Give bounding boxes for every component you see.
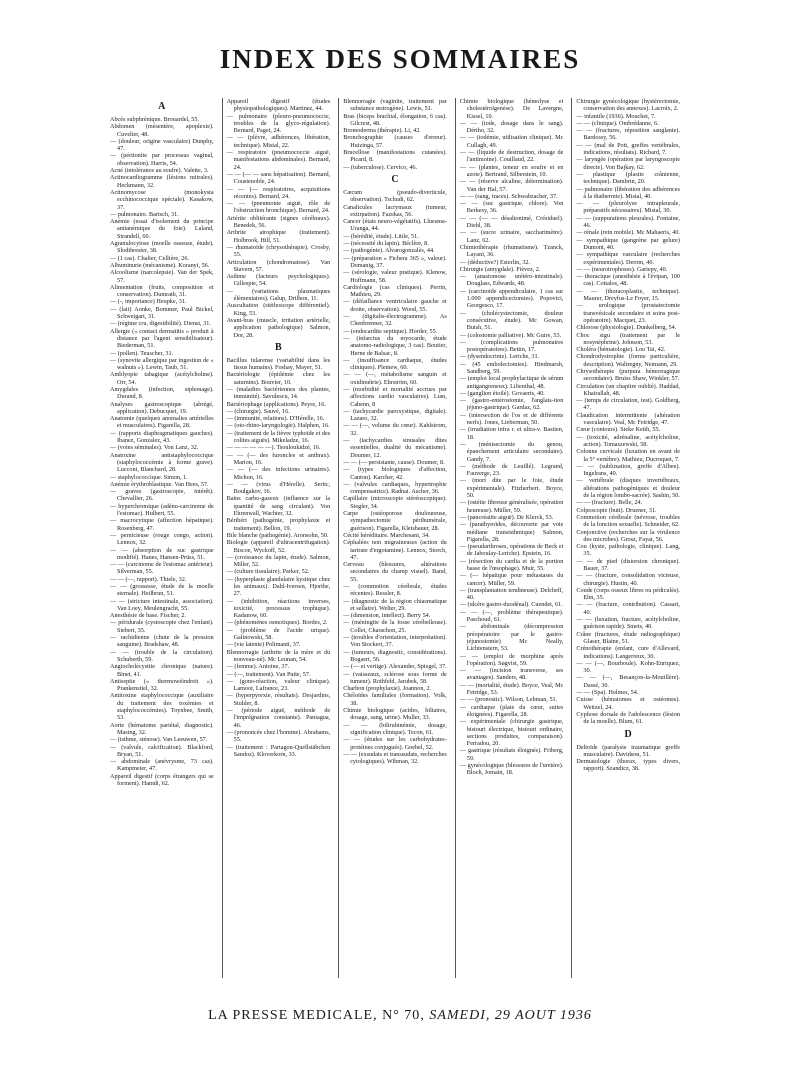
- index-entry: — (anastomose urétéro-intestinale). Douglass, Edwards, 48.: [459, 273, 564, 288]
- index-entry: Claudication intermittente (altération vasculaire). Veal, Mc Fetridge, 47.: [576, 411, 680, 427]
- index-entry: Bras (biceps brachial, élongation, 6 cas). Gilcrest, 48.: [343, 112, 447, 127]
- index-entry: — (déductive?) Esterlin, 32.: [459, 258, 531, 266]
- index-entry: Dermatologie (thorax, types divers, rapport). Szandicz, 38.: [576, 758, 680, 773]
- index-entry: — (voies séminales). Von Lanz, 32.: [110, 444, 199, 452]
- index-entry: Alcoolisme (narcolepsie). Van der Spek, 57.: [110, 269, 214, 284]
- index-entry: Chlorose (physiologie). Dunkelberg, 54.: [576, 324, 677, 332]
- index-entry: Agranulocytose (moelle osseuse, étude). Slodthrester, 38.: [110, 240, 214, 255]
- index-entry: Anémie (essai d'isolement du principe antianémique du foie). Laland, Strandell, 60.: [110, 218, 214, 240]
- index-entry: — hyperchromique (adéno-carcinome de l'estomac). Hulbert, 55.: [110, 502, 214, 518]
- index-entry: — — (sucre urinaire, saccharimètre). Lanz, 62.: [459, 229, 564, 244]
- index-entry: Choc sigu (traitement par le nosynéphrine). Johnson, 53.: [576, 331, 680, 346]
- index-entry: — (emploi local prophylactique de sérum antigangreneux). Lilienthal, 48.: [459, 375, 564, 390]
- index-entry: Bactériologie (épidémie chez les saturnins). Bouvier, 10.: [226, 371, 331, 386]
- index-entry: — (vie latente) Polimanti, 37.: [226, 641, 301, 649]
- index-entry: — (ménisectomie du genou, épanchement articulaire secondaire). Gandy, 7.: [459, 440, 564, 463]
- index-entry: — (traitement : Partagon-Quellstäbchen Sandoz). Kloverkorn, 33.: [226, 743, 331, 758]
- index-entry: — (période aiguë, méthode de l'imprégnation constante). Paniagua, 46.: [226, 707, 331, 729]
- index-entry: Cœur (contours). Sieke Keith, 55.: [576, 426, 661, 434]
- index-entry: — — (Spa). Holmes, 54.: [576, 689, 639, 697]
- index-entry: Crénothérapie (enfant, cure d'Allevard, indications). Langerreux, 30.: [576, 645, 680, 660]
- index-entry: Chéloïdes familiales (formation). Volk, 38.: [343, 692, 447, 707]
- index-entry: — (types biologiques d'affection, Canton). Karcher, 42.: [343, 466, 447, 481]
- index-entry: — (nécessité du lapin). Béclère, 8.: [343, 240, 429, 248]
- index-entry: Chimiothérapie (rhumatisme). Tzanck, Layani, 36.: [459, 243, 564, 259]
- index-entry: — (45 embolectomies). Hindmarsh, Sandberg, 59.: [459, 360, 564, 375]
- index-entry: Cuisse (hématomes et ostéomes). Weitzel, 24.: [576, 696, 680, 711]
- index-entry: — — (stricture intestinale, association). Van Loey, Meulengracht, 55.: [110, 597, 214, 612]
- index-entry: — (colostomie palliative). Mc Guire, 53.: [459, 331, 562, 339]
- index-entry: — — (carcinome de l'estomac antérieur). Silverman, 55.: [110, 561, 214, 576]
- index-entry: Avant-bras (muscle, irritation artérielle, application pathologique) Salmon, Dor, 28.: [226, 316, 331, 339]
- index-entry: — (isthme, sténose). Van Leeuwen, 57.: [110, 736, 208, 744]
- index-columns: [110, 98, 680, 978]
- index-entry: Acné (intolérance au soufre). Valette, 3.: [110, 167, 209, 175]
- index-entry: — — de pied (distorsion chronique). Bauer, 37.: [576, 557, 680, 572]
- index-entry: — — (études sur les carbohydrates-protéines conjugués). Goebel, 52.: [343, 736, 447, 751]
- index-entry: — — (— des furoncles et anthrax). Marion, 16.: [226, 451, 331, 466]
- index-entry: Crâne (fractures, étude radiographique) Glaser, Blaine, 51.: [576, 630, 680, 645]
- index-entry: — urologique (prostatectomie transvésicale secondaire et soins post-opératoire). Macquet, 23.: [576, 302, 680, 324]
- index-entry: — (dysendocrinie). Leriche, 31.: [459, 353, 540, 361]
- index-entry: — (synovite allergique par ingestion de « walnuts »). Lewin, Taub, 51.: [110, 356, 214, 372]
- index-entry: — (maladies bactériennes des plantes, immunité). Savulescu, 14.: [226, 385, 331, 401]
- index-entry: Anémie érythroblastique. Van Hees, 57.: [110, 480, 209, 488]
- index-entry: Charbon (prophylaxie). Joannon, 2.: [343, 685, 432, 693]
- index-entry: — (—, traitement). Van Putte, 57.: [226, 670, 311, 678]
- index-entry: — (ostéite fibreuse généralisée, opération heureuse). Müller, 59.: [459, 499, 564, 514]
- index-entry: Abdomen (mésentère, apoplexie). Cuvelier, 48.: [110, 123, 214, 138]
- index-entry: — pernicieuse (rouge congo, action). Lennox, 32.: [110, 531, 214, 547]
- index-entry: — (péritonite par processus vaginal, observation). Harris, 54.: [110, 152, 214, 167]
- index-entry: Artérite oblitérante (signes cérébraux). Benedek, 56.: [226, 214, 331, 230]
- index-entry: — (— hépatique pour métastases du cancer). Müller, 59.: [459, 572, 564, 587]
- index-entry: Colonne cervicale (luxation en avant de la 5° vertèbre). Mathieu, Ducroquet, 7.: [576, 448, 680, 463]
- index-entry: — — (pneumonie aiguë, rôle de l'obstruction bronchique). Bernard, 24.: [226, 200, 331, 215]
- index-entry: Auscultation (stéthoscope différentiel). King, 53.: [226, 302, 331, 317]
- index-entry: — (hyperplasie glandulaire kystique chez les animaux). Dahl-Iversen, Hjorthe, 27.: [226, 575, 331, 598]
- index-entry: — — (suppurations pleurales). Fontaine, 46.: [576, 214, 680, 230]
- index-entry: — (parathyroïdes, découverte par voie médiane transisthmique) Salmon, Figarella, 28.: [459, 521, 564, 543]
- index-entry: — (intersection de l'os et de différents nerfs). Jones, Lieberman, 50.: [459, 411, 564, 427]
- index-entry: Circulation (un chapitre oublié). Haddad, Khairallah, 48.: [576, 382, 680, 397]
- index-entry: — — (—, rapport). Thiele, 32.: [110, 575, 187, 583]
- index-entry: — — (virus d'Hérelle). Sertic, Boulgakov, 16.: [226, 480, 331, 496]
- index-entry: — (1 cas). Chalier, Cellière, 26.: [110, 254, 189, 262]
- index-entry: — — (subluxation, greffe d'Albee). Ingelrans, 40.: [576, 462, 680, 478]
- index-entry: — gastrique (résultats éloignés). Friberg, 59.: [459, 747, 564, 762]
- index-entry: Allergie (« contact dermatitis » produit à distance par l'agent sensibilisateur). Biederman, 51.: [110, 327, 214, 350]
- index-entry: Chimie biologique (acides, biliaires, dosage, sang, urine). Muller, 33.: [343, 707, 447, 722]
- index-entry: — (tachycardies sinusales dites essentielles, dualité du mécanisme). Doumer, 12.: [343, 437, 447, 459]
- index-entry: — — (thoracoplastie, technique). Maurer, Dreyfus-Le Foyer, 15.: [576, 287, 680, 303]
- index-column-3: [338, 98, 447, 978]
- index-entry: — (valvules cardiaques, hypertrophie compensatrice). Radnai. Ascher, 36.: [343, 480, 447, 496]
- index-entry: — — (clinique). Ombrédanne, 6.: [576, 119, 659, 127]
- index-entry: — (insuffisance cardiaque, études cliniques). Pletnew, 60.: [343, 356, 447, 372]
- index-entry: — — (neurotrophoses). Gariepy, 40.: [576, 265, 668, 273]
- index-entry: — — (fracture). Belle, 24.: [576, 499, 643, 507]
- index-entry: — (diagnostic de la région chiasmatique et sellaire). Welter, 29.: [343, 597, 447, 612]
- index-column-4: [455, 98, 564, 978]
- index-entry: — — (plèvre, adhérences, libération, technique). Mistal, 22.: [226, 134, 331, 149]
- index-entry: — — (—, volume du cœur). Kahlstrom, 32.: [343, 422, 447, 437]
- index-entry: — (tuberculose). Cervico, 46.: [343, 163, 418, 171]
- index-entry: — (-, importance) Heupke, 31.: [110, 298, 187, 306]
- index-entry: — — (pleurolyse intrapleurale, préparatifs nécessaires). Mistal, 30.: [576, 200, 680, 215]
- index-entry: — (phénomènes osmotiques). Bordes, 2.: [226, 619, 328, 627]
- index-entry: Brucellose (manifestations cutanées). Picard, 8.: [343, 149, 447, 164]
- index-entry: Commotion cérébrale (névrose, troubles de la fonction sexuelle). Schneider, 62.: [576, 513, 680, 529]
- index-entry: — (douleur, origine vasculaire) Dunphy, 47.: [110, 137, 214, 153]
- section-letter: B: [275, 341, 282, 353]
- index-entry: — (rapports diaphragmatiques gauches). Ibanez, Gonzalez, 43.: [110, 429, 214, 445]
- index-entry: — péridurale (cystoscopie chez l'enfant). Siebert, 35.: [110, 619, 214, 634]
- index-entry: — gynécologique (blessures de l'uretère). Bloch, Jomain, 18.: [459, 762, 564, 777]
- index-entry: — — (fractures, réposition sanglante). Bardossy, 56.: [576, 127, 680, 142]
- index-entry: — — (— — sans hépatisation). Bernard, Coustenoble, 24.: [226, 170, 331, 186]
- index-entry: Appareil digestif (études physiopathologiques). Martinez, 44.: [226, 98, 331, 113]
- index-entry: — (carcinoïde appendiculaire, 1 cas sur 1.000 appendicectomies). Popovici, Georgesco, 17.: [459, 287, 564, 310]
- index-entry: — (gastro-entérostomie, l'anglais-tion jéjuno-gastrique). Gardaz, 62.: [459, 397, 564, 412]
- index-entry: — staphylococcique. Simon, 1.: [110, 473, 188, 481]
- index-entry: — (troubles d'orientation, interprétation). Von Stockert, 37.: [343, 634, 447, 649]
- index-entry: — (résection du cardia et de la portion basse de l'œsophage). Muir, 55.: [459, 557, 564, 572]
- index-entry: — sympathique (gangrène par gelure) Dumont, 40.: [576, 236, 680, 251]
- index-entry: — (défaillance ventriculaire gauche et droite, observation). Wood, 55.: [343, 298, 447, 313]
- index-entry: — — (suc gastrique, chlore). Von Berkesy, 36.: [459, 200, 564, 215]
- index-entry: Anatoxine antistaphylococcique (staphylococcémie à forme grave). Lucconi, Blanchard, 28.: [110, 451, 214, 474]
- index-entry: Cerveau (blessures, altérations secondaires du champ visuel). Band, 55.: [343, 561, 447, 583]
- index-column-2: [222, 98, 331, 978]
- index-entry: — (transplantation tendineuse). Delcheff, 40.: [459, 586, 564, 602]
- index-entry: Cécité héréditaire. Marchesani, 34.: [343, 531, 430, 539]
- index-entry: Bactériophage (applications). Peyre, 16.: [226, 400, 326, 408]
- index-entry: Céphalées non migraineuses (action du tartrate d'ergotamine). Lennox, Storch, 47.: [343, 539, 447, 561]
- index-entry: — (tachycardie paroxystique, digitale). Lazaro, 32.: [343, 407, 447, 423]
- index-entry: — (lait) Aonke, Bommer, Paul Bickel, Schweigart, 31.: [110, 305, 214, 321]
- index-entry: — laryngée (opération par laryngoscopie directe). Von Bajkay, 62.: [576, 156, 680, 171]
- index-entry: Chirurgie gynécologique (hystérectomie, conservation des annexes). Lacroix, 2.: [576, 98, 680, 113]
- section-letter: C: [391, 173, 399, 185]
- index-entry: — — (bilirubinémie, dosage, signification clinique). Tecon, 61.: [343, 721, 447, 736]
- index-entry: — cardiaque (plaie du cœur, suites éloignées). Figarella, 28.: [459, 703, 564, 718]
- index-entry: Articulation (chondromatose). Van Stavern, 57.: [226, 258, 331, 273]
- index-entry: — (— et vertige). Alexander, Spiegel, 37.: [343, 663, 447, 671]
- index-entry: — (endocardite septique). Horder, 55.: [343, 327, 438, 335]
- index-entry: Arthrite atrophique (traitement). Holbrook, Hill, 51.: [226, 229, 331, 244]
- index-entry: — pulmonaire. Bartsch, 31.: [110, 210, 179, 218]
- index-entry: — (commotion cérébrale, études récentes). Ressler, 8.: [343, 583, 447, 598]
- index-entry: — (chirurgie). Sauvé, 16.: [226, 407, 290, 415]
- index-entry: — — (iode, dosage dans le sang). Dértho, 32.: [459, 119, 564, 135]
- issue-day: SAMEDI,: [429, 1008, 491, 1023]
- index-entry: Cou (kyste, pathologie, clinique). Lang, 35.: [576, 543, 680, 558]
- index-entry: — (morbidité et mortalité accrues par affections cardio vasculaires). Lian, Cahenn, 8: [343, 385, 447, 408]
- index-entry: — (valvule, calcification). Blackford, Bryan, 51.: [110, 743, 214, 758]
- index-entry: Béribéri (pathogénie, prophylaxie et traitement). Bellon, 19.: [226, 517, 331, 532]
- index-entry: — vertébrale (disques invertébraux, altérations pathogéniques et douleur de la région lombo-sacrée). Sashin, 50.: [576, 477, 680, 500]
- index-entry: — (tumeurs, diagnostic, considérations). Bogaert, 56.: [343, 648, 447, 663]
- index-entry: — (inhibition, réactions inverses, toxicité, processus trophique). Kadanow, 60.: [226, 597, 331, 620]
- index-entry: — (ganglion étoilé). Govaerts, 40.: [459, 389, 545, 397]
- section-letter: A: [158, 101, 166, 112]
- index-entry: Antitoxine staphylococcique (auxiliaire du traitement des toxémies et staphylococcémies). Toynbee, Smith, 53.: [110, 692, 214, 722]
- index-entry: — (hérédité, étude). Little, 51.: [343, 232, 419, 240]
- index-entry: Blennorragie (arthrite de la mère et du nouveau-né). Mc Leunan, 54.: [226, 648, 331, 663]
- index-entry: — (méthode de Leuillé). Legrand, Fauverge, 23.: [459, 462, 564, 478]
- index-entry: Cæcum (pseudo-diverticule, observation). Tschudi, 62.: [343, 188, 447, 204]
- index-entry: — — (fracture, contribution). Cassart, 40.: [576, 601, 680, 616]
- issue-date: 29 AOUT 1936: [494, 1008, 592, 1023]
- index-entry: — (pseudarthroses, opérations de Beck et de Jaboulay-Leriche). Epstein, 16.: [459, 543, 564, 558]
- index-entry: — — (—, métabolisme sanguin et oxidimétrie). Ehrström, 60.: [343, 371, 447, 386]
- index-entry: — (dimension, intellect). Berry 54.: [343, 612, 431, 620]
- index-entry: — (régime cru, digestibilité). Dienst, 31.: [110, 320, 211, 328]
- index-entry: — — (—, Bourboule). Kohn-Enriquez, 30.: [576, 659, 680, 675]
- index-entry: — (irradiation infra r. et ultra-v. Bastien, 18.: [459, 426, 564, 441]
- index-entry: — rénale (rein mobile). Mc Mahaeris, 40.: [576, 229, 680, 237]
- index-entry: — (vaisseaux, sclérose sous forme de tumeur). Rothfeld, Jarubek, 58.: [343, 670, 447, 685]
- index-entry: Carpe (ostéoporose douloureuse, sympathectomie périhumérale, guérison). Figarella, Kleisbauer, 28.: [343, 510, 447, 532]
- index-entry: Actinocardiogramme (lésions mitrales). Heckmann, 32.: [110, 174, 214, 189]
- index-entry: — — (pronostic). Wilson, Lehman, 51.: [459, 696, 558, 704]
- index-entry: — — (exsudats et transsudats, recherches cytologiques). Wihman, 32.: [343, 750, 447, 766]
- index-entry: Anesthésie de base. Fischer, 2.: [110, 612, 186, 620]
- journal-name: LA PRESSE MEDICALE: [208, 1008, 374, 1023]
- index-entry: — rhumatoïde (chrysothérapie). Crosby, 55.: [226, 243, 331, 259]
- index-entry: Deltoïde (paralysie traumatique greffe musculaire). Davidson, 51.: [576, 743, 680, 758]
- index-entry: — — (réserve alcaline, détermination). Van der Hal, 57.: [459, 178, 564, 193]
- index-entry: Biologie (appareil d'ultracentrifugation). Biscoe, Wyckoff, 52.: [226, 539, 331, 554]
- index-entry: — (culture tissulaire). Parker, 52.: [226, 568, 310, 576]
- index-entry: Coude (corps osseux libres ou pédiculés). Ehn, 35.: [576, 586, 680, 602]
- index-entry: — (pathogénie). Alvarogonzalès, 44.: [343, 247, 435, 255]
- index-entry: — (variations plasmatiques élémentaires). Galup, Drilhon, 11.: [226, 287, 331, 303]
- index-entry: — thoracique (anesthésie à l'évipan, 100 cas). Cottalos, 48.: [576, 273, 680, 288]
- index-entry: — — (— respiratoires, acquisitions récentes). Bernard, 24.: [226, 185, 331, 200]
- index-entry: — pulmonaire (pleuro-pneumococcie, troubles de la glyco-régulation). Bernard, Paget, 24.: [226, 112, 331, 135]
- index-entry: Cancer (états neuro-végétatifs). Lluesma-Uranga, 44.: [343, 218, 447, 233]
- index-entry: — — (mal de Pott, greffes vertébrales, indications, résultats). Richard, 7.: [576, 141, 680, 157]
- index-entry: — (toxicité, adrénaline, acétylcholine, action). Tomaszewski, 58.: [576, 433, 680, 448]
- index-entry: — — (iodémie, utilisation clinique). Mc Cullagh, 49.: [459, 134, 564, 149]
- index-entry: — — — — — —). Tsouloukidzé, 16.: [226, 444, 321, 452]
- index-entry: — (cholécystectomie, douleur consécutive, étude). Mc Gowan, Butsh, 51.: [459, 309, 564, 332]
- page-footer: LA PRESSE MEDICALE, N° 70, SAMEDI, 29 AOUT 1936: [208, 1008, 592, 1023]
- index-entry: Bile blanche (pathogénie). Aronsohn, 50.: [226, 531, 329, 539]
- index-entry: — (temps de circulation, test). Goldberg, 47.: [576, 397, 680, 412]
- index-entry: — abdominale (anévrysme, 73 cas). Kampmeier, 47.: [110, 758, 214, 773]
- index-entry: Bromoderma (thérapie). Li, 42.: [343, 127, 421, 135]
- index-entry: Choléra (hématologie). Loo Tai, 42.: [576, 346, 666, 354]
- index-entry: — (méningite de la fosse cérébelleuse). Collet, Charachon, 25.: [343, 619, 447, 634]
- index-entry: — — (— persistante, cause). Doumer, 8.: [343, 458, 445, 466]
- index-entry: — — (liquide de destruction, dosage de l'antimoine). Couillaud, 22.: [459, 149, 564, 164]
- index-entry: — (pancréatite aiguë). De Klerck, 53.: [459, 513, 554, 521]
- index-entry: Asthme (facteurs psychologiques). Gillespie, 54.: [226, 273, 331, 288]
- index-entry: — macrocytique (affection hépatique). Rosenberg, 47.: [110, 517, 214, 532]
- index-entry: — — (absorption de suc gastrique modifié). Hanes, Hansen-Prüss, 51.: [110, 546, 214, 561]
- index-entry: — (gono-réaction, valeur clinique). Lamoot, Lafrance, 23.: [226, 677, 331, 693]
- index-entry: — — (mortalité, étude). Boyce, Veal, Mc Fetridge, 53.: [459, 681, 564, 697]
- index-entry: — (ulcère gastro-duodénal). Cuendet, 61.: [459, 601, 563, 609]
- index-entry: Cyphose dorsale de l'adolescence (lésion de la moelle). Blum, 61.: [576, 710, 680, 726]
- index-entry: Amblyopie tabagique (acétylcholine). Orr, 54.: [110, 371, 214, 386]
- index-entry: — respiratoire (pneumococcie aiguë, manifestations abdominales). Bernard, 24.: [226, 149, 331, 171]
- index-entry: — — (sang, traces). Schwabzacher, 37.: [459, 192, 558, 200]
- index-entry: Colposcopie (butt). Druener, 31.: [576, 506, 657, 514]
- index-entry: Albuminurie (mécanisme). Koranyi, 56.: [110, 261, 210, 269]
- page-title: INDEX DES SOMMAIRES: [219, 44, 581, 74]
- index-entry: — (sérologie, valeur pratique). Klenow, Hoffmann, 58.: [343, 269, 447, 284]
- index-entry: — (problème de l'acide urique). Galinowski, 58.: [226, 626, 331, 642]
- index-entry: — sympathique vasculaire (recherches expérimentales). Derom, 40.: [576, 251, 680, 266]
- section-letter: D: [624, 728, 632, 740]
- index-entry: — (digitalis-électrogramme). As Chenbrenner, 32.: [343, 313, 447, 328]
- index-entry: — (mort dite par le foie, étude expérimentale). Fitzherbert. Boyce, 50.: [459, 477, 564, 500]
- index-entry: — — (trouble de la circulation). Schuberth, 59.: [110, 648, 214, 663]
- index-entry: Bronchographie (causes d'erreur). Huizinga, 57.: [343, 134, 447, 149]
- index-entry: — — (—, problème thérapeutique). Paschoud, 61.: [459, 608, 564, 624]
- index-entry: — (femme). Antoine, 37.: [226, 663, 290, 671]
- index-entry: — (oto-rhino-laryngologie). Halphen, 16.: [226, 422, 330, 430]
- index-entry: — — (incision transverse, ses avantages). Sanders, 48.: [459, 667, 564, 682]
- index-entry: — graves (gastroscopie, intérêt). Chevallier, 26.: [110, 488, 214, 503]
- index-entry: Chirurgie (amygdale). Fièvez, 2.: [459, 265, 541, 273]
- index-entry: — (immunité, relations). D'Hérelle, 16.: [226, 415, 325, 423]
- index-entry: Bains carbo-gazeux (influence sur la quantité de sang circulant). Von Ehrenwall, Wachter, 32.: [226, 495, 331, 518]
- index-entry: — — (luxation, fracture, acétylcholine, guérison rapide). Smets, 40.: [576, 616, 680, 631]
- index-entry: — (complications pulmonaires postopératoires). Bettin, 17.: [459, 338, 564, 354]
- index-entry: — (hyperpyrexie, résultats). Desjardins, Stuhler, 8.: [226, 692, 331, 707]
- index-entry: — plastique (plastie crânienne, technique). Dambrin, 20.: [576, 170, 680, 186]
- index-entry: Cardiologie (cas cliniques). Perrin, Mathieu, 29.: [343, 283, 447, 299]
- index-entry: — expérimentale (chirurgie gastrique, bistouri électrique, bistouri ordinaire, sections produites, comparaison). Ferradou, 20.: [459, 718, 564, 748]
- index-entry: Capillaire (microscopie stéréoscopique). Siegler, 34.: [343, 495, 447, 510]
- index-entry: Appareil digestif (corps étrangers qui se forment). Hamdi, 62.: [110, 772, 214, 788]
- index-entry: Blennorragie (vaginite, traitement par substance œstrogène). Lewis, 51.: [343, 98, 447, 113]
- index-column-5: [571, 98, 680, 978]
- index-entry: — — (— — désaltonimé, Crésiduel). Diehl, 38.: [459, 214, 564, 230]
- index-entry: — infantile (1936). Mouchet, 7.: [576, 112, 656, 120]
- issue-number: N° 70: [382, 1008, 421, 1023]
- index-entry: Abcès subphrénique. Brouardel, 55.: [110, 116, 200, 123]
- index-entry: — (prononcée chez l'homme). Abrahams, 55.: [226, 728, 331, 744]
- index-entry: — — (grossesse, étude de la moelle sternale). Heilbrun, 51.: [110, 583, 214, 598]
- index-entry: — (infarctus du myocarde, étude anatomo-radiologique, 3 cas). Boutier, Herne de Balsac, 8.: [343, 334, 447, 357]
- index-entry: — — (plantes, teneur en soufre et en azote). Bertrand, Silberstein, 10.: [459, 163, 564, 178]
- index-entry: Analyses gastroscopique (abrégé, application). Debucquet, 19.: [110, 400, 214, 415]
- index-entry: — (préparation « Fichera 365 », valeur). Domanig, 37.: [343, 254, 447, 269]
- index-entry: — rachidienne (chute de la pression sanguine). Bradshaw, 48.: [110, 634, 214, 649]
- index-entry: Alimentation (fruits, composition et conservation). Dumrath, 31.: [110, 283, 214, 299]
- index-entry: Aorte (hématome pariétal, diagnostic). Masing, 32.: [110, 721, 214, 736]
- index-entry: Chimie biologique (hémolyse et cholestérolgenèse). De Lavergne, Kissel, 10.: [459, 98, 564, 120]
- index-entry: — (croissance du lapin, étude). Salmon, Miller, 52.: [226, 553, 331, 569]
- index-entry: — (traitement de la fièvre typhoïde et des colites aiguës). Mikeladze, 16.: [226, 429, 331, 445]
- index-entry: — — (fracture, consolidation vicieuse, chirurgie). Hustin, 40.: [576, 572, 680, 587]
- index-entry: Bacillus tularense (variabilité dans les tissus humains). Foshay, Mayer, 51.: [226, 356, 331, 372]
- index-entry: — — (emploi de morphine après l'opération). Søgvist, 59.: [459, 652, 564, 667]
- index-entry: — — (— des infections urinaires). Michon, 16.: [226, 466, 331, 481]
- index-entry: Canalicules lacrymaux (tumeur, extirpation). Fazekas, 56.: [343, 203, 447, 218]
- index-entry: Chrysothérapie (purpura hémorragique secondaire). Bruiss Shaw, Winkler, 57.: [576, 367, 680, 383]
- index-entry: Chondrodystrophie (forme particulière, description). Waltregny, Neimann, 29.: [576, 353, 680, 368]
- index-entry: Anatomie (quelques anomalies artérielles et musculaires). Figarella, 28.: [110, 415, 214, 430]
- index-entry: — abdominale (décompression préopératoire par le gastro-jéjunostomie) Mc Neally, Lichtenstern, 53.: [459, 623, 564, 653]
- index-entry: Angiocholécystite chronique (nature). Binet, 41.: [110, 663, 214, 678]
- index-entry: — — (—, Besançon-la-Mouillère). Dassé, 30.: [576, 674, 680, 689]
- index-entry: Amygdales (infection, siphonage). Durand, 8.: [110, 385, 214, 401]
- index-column-1: [110, 98, 214, 978]
- index-entry: Antiseptie (« thermowéindreit »). Prankenstiel, 32.: [110, 677, 214, 693]
- index-entry: Conjonctive (recherches sur la virulence des microbes). Grosz, Fayat, 56.: [576, 528, 680, 543]
- index-entry: — pulmonaire (libération des adhérences à la diathermie). Mistal, 40.: [576, 185, 680, 200]
- index-entry: — (pollen). Teuscher, 31.: [110, 349, 174, 357]
- index-entry: Actinomycose (monokysta ecchinococcique spéciale). Kasakow, 37.: [110, 188, 214, 211]
